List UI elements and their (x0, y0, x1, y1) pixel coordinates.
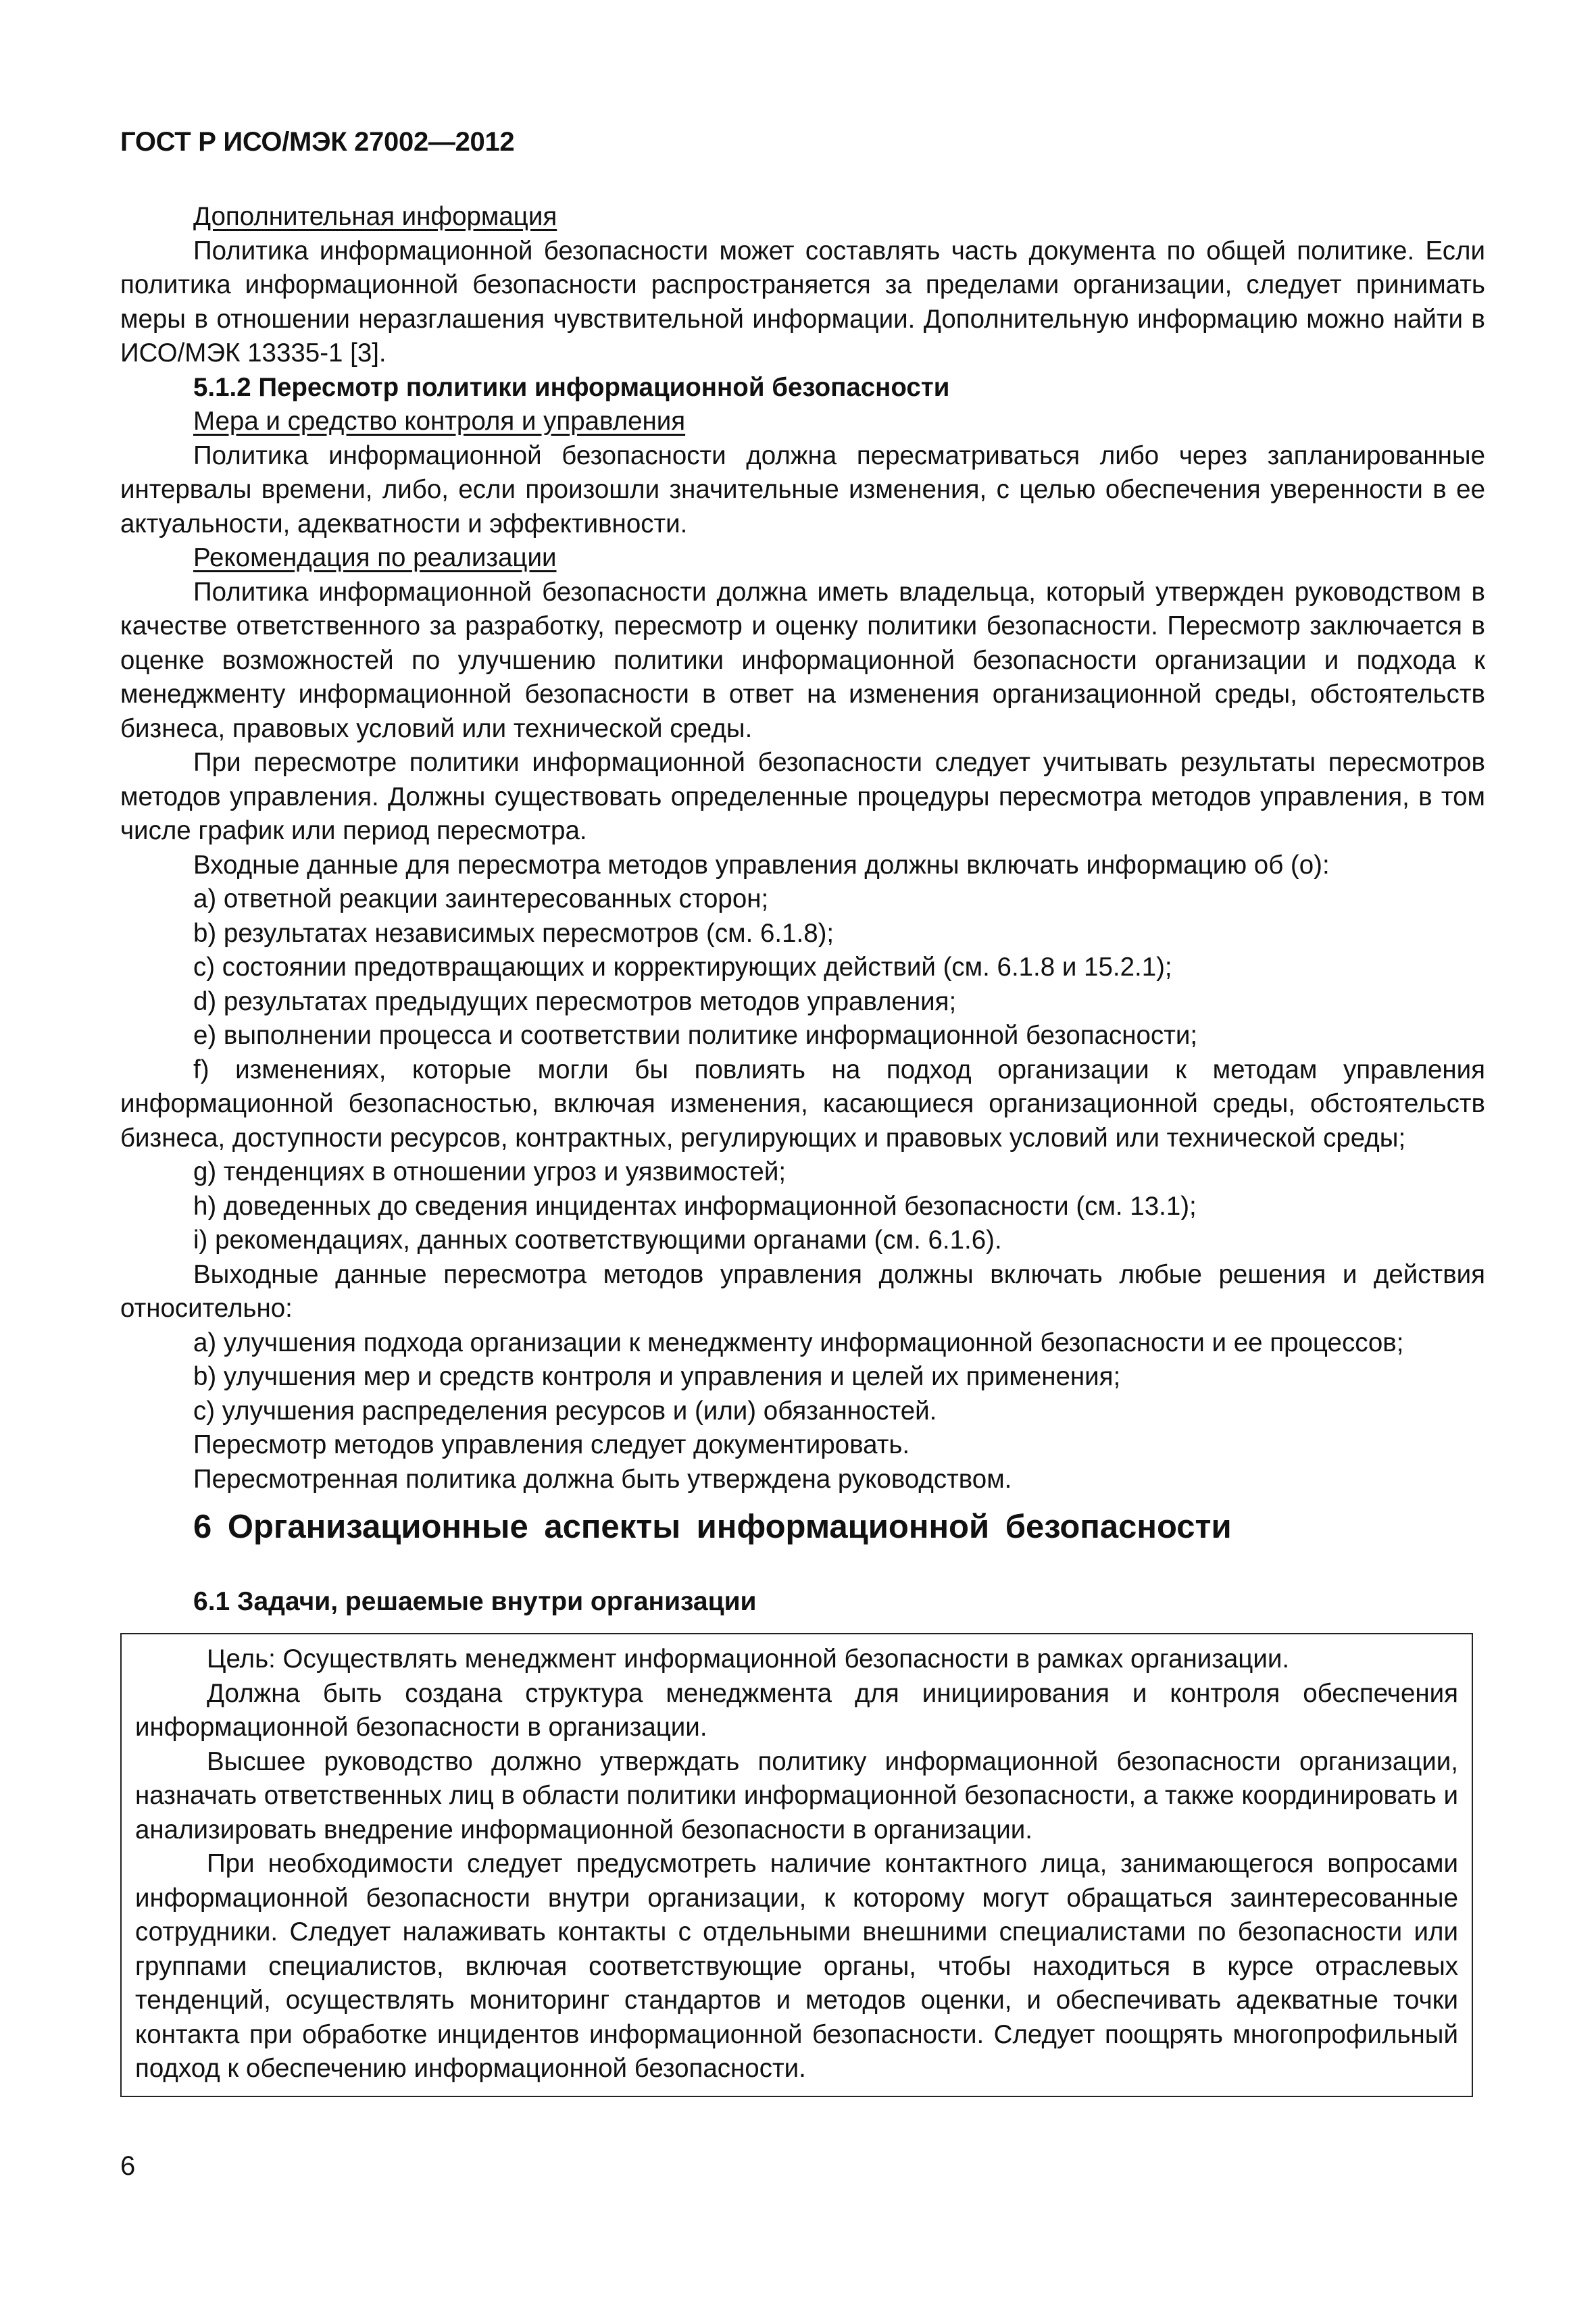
list-item: g) тенденциях в отношении угроз и уязвимостей; (193, 1157, 787, 1186)
objective-box (120, 1633, 1473, 2097)
paragraph: При пересмотре политики информационной безопасности следует учитывать результаты пересмотров методов управления. Должны существовать определенные процедуры пересмотра методов управления, в том числе график или период пересмотра. (120, 748, 1485, 845)
paragraph: Политика информационной безопасности должна пересматриваться либо через запланированные интервалы времени, либо, если произошли значительные изменения, с целью обеспечения уверенности в ее актуальности, адекватности и эффективности. (120, 441, 1485, 538)
list-item: e) выполнении процесса и соответствии политике информационной безопасности; (193, 1021, 1198, 1050)
box-paragraph: Высшее руководство должно утверждать политику информационной безопасности организации, назначать ответственных лиц в области политики информационной безопасности, а также координировать и анализировать внедрение информационной безопасности в организации. (135, 1746, 1459, 1844)
paragraph: Политика информационной безопасности должна иметь владельца, который утвержден руководством в качестве ответственного за разработку, пересмотр и оценку политики безопасности. Пересмотр заключается в оценке возможностей по улучшению политики информационной безопасности организации и подхода к менеджменту информационной безопасности в ответ на изменения организационной среды, обстоятельств бизнеса, правовых условий или технической среды. (120, 577, 1485, 743)
paragraph: Входные данные для пересмотра методов управления должны включать информацию об (о): (193, 850, 1330, 880)
main-text (120, 200, 1485, 1496)
box-paragraph: Цель: Осуществлять менеджмент информационной безопасности в рамках организации. (207, 1644, 1290, 1674)
section-title-6: 6 Организационные аспекты информационной безопасности (193, 1509, 1232, 1545)
paragraph: Выходные данные пересмотра методов управления должны включать любые решения и действия относительно: (120, 1259, 1485, 1323)
additional-info-label: Дополнительная информация (193, 202, 557, 231)
paragraph: Пересмотр методов управления следует документировать. (193, 1430, 910, 1459)
list-item: f) изменениях, которые могли бы повлиять на подход организации к методам управления информационной безопасностью, включая изменения, касающиеся организационной среды, обстоятельств бизнеса, доступности ресурсов, контрактных, регулирующих и правовых условий или технической среды; (120, 1055, 1485, 1153)
list-item: c) состоянии предотвращающих и корректирующих действий (см. 6.1.8 и 15.2.1); (193, 953, 1172, 982)
box-paragraph: Должна быть создана структура менеджмента для инициирования и контроля обеспечения информационной безопасности в организации. (135, 1678, 1458, 1742)
list-item: b) результатах независимых пересмотров (см. 6.1.8); (193, 918, 834, 948)
paragraph: Пересмотренная политика должна быть утверждена руководством. (193, 1464, 1012, 1494)
list-item: b) улучшения мер и средств контроля и управления и целей их применения; (193, 1362, 1121, 1391)
page-number: 6 (120, 2151, 136, 2181)
page-header: ГОСТ Р ИСО/МЭК 27002—2012 (120, 127, 515, 157)
section-title-5-1-2: 5.1.2 Пересмотр политики информационной безопасности (193, 372, 950, 402)
box-paragraph: При необходимости следует предусмотреть наличие контактного лица, занимающегося вопросами информационной безопасности внутри организации, к которому могут обращаться заинтересованные сотрудники. Следует налаживать контакты с отдельными внешними специалистами по безопасности или группами специалистов, включая соответствующие органы, чтобы находиться в курсе отраслевых тенденций, осуществлять мониторинг стандартов и методов оценки, и обеспечивать адекватные точки контакта при обработке инцидентов информационной безопасности. Следует поощрять многопрофильный подход к обеспечению информационной безопасности. (135, 1849, 1458, 2083)
list-item: h) доведенных до сведения инцидентах информационной безопасности (см. 13.1); (193, 1191, 1197, 1221)
list-item: d) результатах предыдущих пересмотров методов управления; (193, 986, 957, 1016)
list-item: i) рекомендациях, данных соответствующими органами (см. 6.1.6). (193, 1226, 1002, 1255)
list-item: a) улучшения подхода организации к менеджменту информационной безопасности и ее процессов; (193, 1328, 1404, 1357)
list-item: c) улучшения распределения ресурсов и (или) обязанностей. (193, 1396, 937, 1426)
list-item: a) ответной реакции заинтересованных сторон; (193, 884, 769, 913)
section-title-6-1: 6.1 Задачи, решаемые внутри организации (193, 1587, 757, 1616)
control-label: Мера и средство контроля и управления (193, 407, 686, 436)
paragraph: Политика информационной безопасности может составлять часть документа по общей политике. Если политика информационной безопасности распространяется за пределами организации, следует принимать меры в отношении неразглашения чувствительной информации. Дополнительную информацию можно найти в ИСО/МЭК 13335-1 [3]. (120, 236, 1485, 368)
recommendation-label: Рекомендация по реализации (193, 543, 557, 572)
